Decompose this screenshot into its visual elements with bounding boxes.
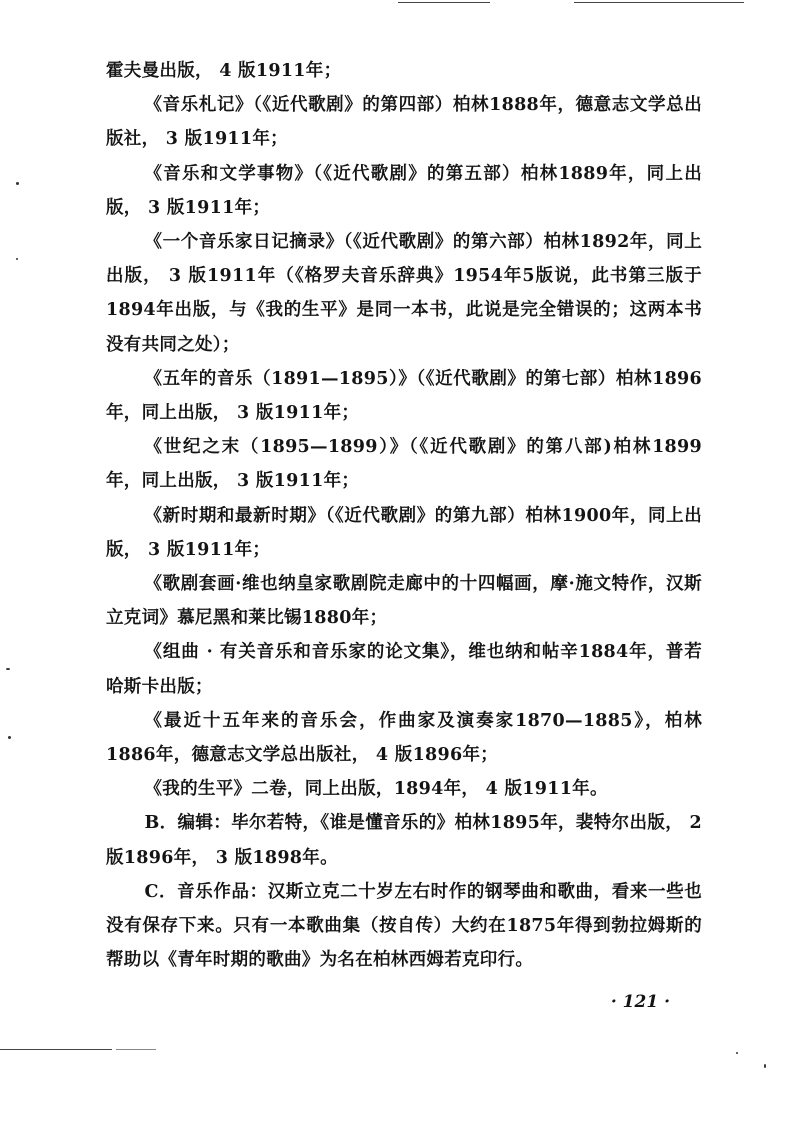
section-b-text: 毕尔若特，《谁是懂音乐的》柏林1895年，裴特尔出版， 2 版1896年， 3 版1898年。 xyxy=(106,813,702,868)
section-c-text: 汉斯立克二十岁左右时作的钢琴曲和歌曲，看来一些也没有保存下来。只有一本歌曲集（按自传）大约在1875年得到勃拉姆斯的帮助以《青年时期的歌曲》为名在柏林西姆若克印行。 xyxy=(106,881,703,971)
scan-speck xyxy=(764,1064,766,1068)
paragraph-entry: 《歌剧套画·维也纳皇家歌剧院走廊中的十四幅画，摩·施文特作，汉斯立克词》慕尼黑和莱比锡1880年； xyxy=(106,574,702,629)
section-b xyxy=(106,806,702,874)
scan-speck xyxy=(736,1052,738,1054)
bottom-rule xyxy=(0,1049,112,1050)
paragraph-entry: 《世纪之末（1895—1899）》（《近代歌剧》的第八部)柏林1899年，同上出版， 3 版1911年； xyxy=(106,437,702,492)
scan-speck xyxy=(6,668,10,670)
paragraph-entry: 《音乐和文学事物》（《近代歌剧》的第五部）柏林1889年，同上出版， 3 版1911年； xyxy=(106,163,702,218)
paragraph-entry: 《最近十五年来的音乐会，作曲家及演奏家1870—1885》，柏林1886年，德意志文学总出版社， 4 版1896年； xyxy=(106,710,702,766)
paragraph-entry: 《我的生平》二卷，同上出版，1894年， 4 版1911年。 xyxy=(144,779,608,800)
bottom-rule-dash xyxy=(116,1049,156,1050)
section-c-label: C．音乐作品： xyxy=(144,881,268,902)
section-c xyxy=(106,875,702,978)
top-rule-right xyxy=(574,2,744,3)
scan-speck xyxy=(16,182,19,185)
paragraph-entry: 《一个音乐家日记摘录》（《近代歌剧》的第六部）柏林1892年，同上出版， 3 版1911年（《格罗夫音乐辞典》1954年5版说，此书第三版于1894年出版，与《我的生平》是同一本书，此说是完全错误的；这两本书没有共同之处）； xyxy=(106,232,702,355)
paragraph-entry: 《音乐札记》（《近代歌剧》的第四部）柏林1888年，德意志文学总出版社， 3 版1911年； xyxy=(106,95,702,150)
body-text xyxy=(106,54,702,977)
top-rule-left xyxy=(398,2,490,3)
scan-speck xyxy=(16,258,18,260)
page-number: · 121 · xyxy=(610,992,670,1012)
section-b-label: B．编辑： xyxy=(144,813,232,834)
scan-speck xyxy=(8,736,11,739)
paragraph-entry: 《组曲 · 有关音乐和音乐家的论文集》，维也纳和帖辛1884年，普若哈斯卡出版； xyxy=(106,642,702,697)
paragraph-entry: 《新时期和最新时期》（《近代歌剧》的第九部）柏林1900年，同上出版， 3 版1911年； xyxy=(106,505,702,560)
paragraph-continuation: 霍夫曼出版， 4 版1911年； xyxy=(106,61,342,81)
paragraph-entry: 《五年的音乐（1891—1895）》（《近代歌剧》的第七部）柏林1896年，同上出版， 3 版1911年； xyxy=(106,368,702,424)
